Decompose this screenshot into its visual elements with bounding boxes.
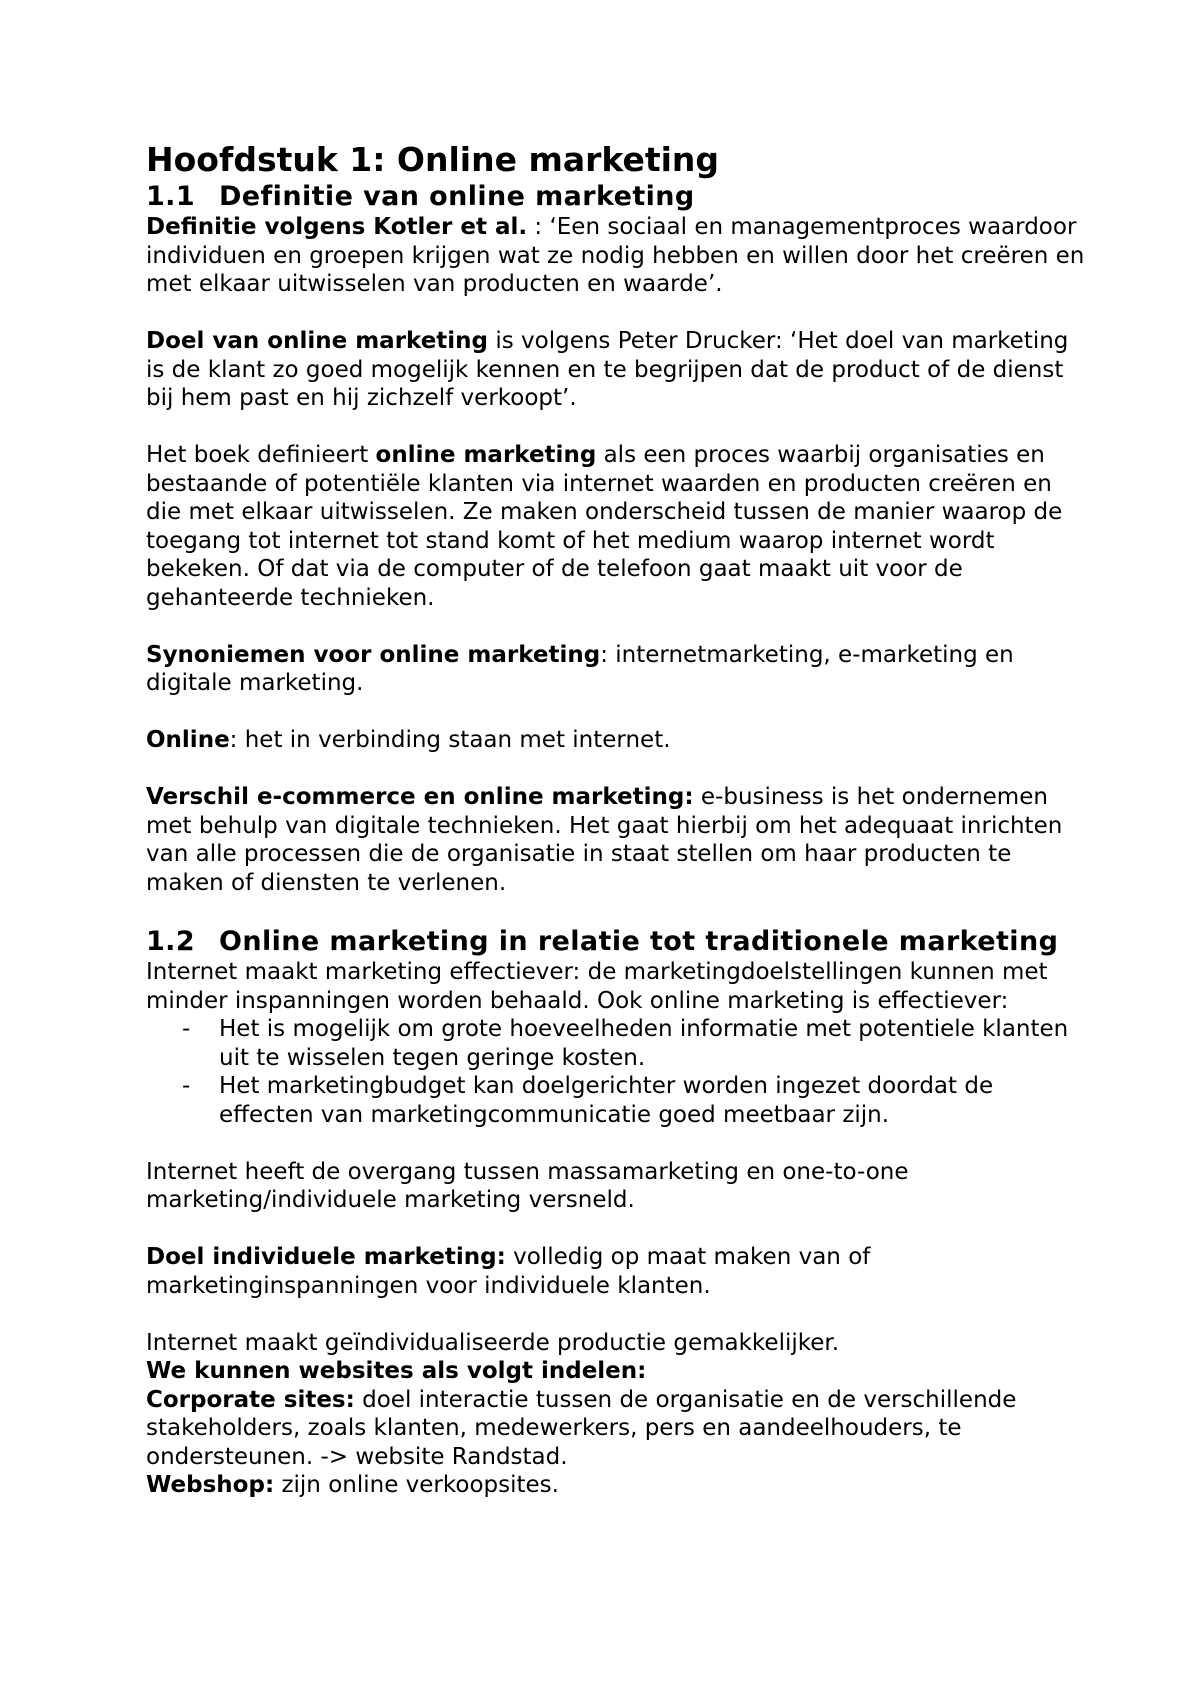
section-number: 1.2	[146, 926, 196, 957]
individual-marketing-paragraph	[146, 1243, 1086, 1300]
drucker-goal-paragraph	[146, 327, 1086, 413]
section-title: Online marketing in relatie tot traditionele marketing	[219, 926, 1059, 957]
section-title: Definitie van online marketing	[219, 181, 695, 212]
section-heading-1-2	[146, 925, 1086, 958]
section-heading-1-1	[146, 180, 1086, 213]
production-paragraph: Internet maakt geïndividualiseerde productie gemakkelijker.	[146, 1329, 840, 1356]
list-item: - Het is mogelijk om grote hoeveelheden informatie met potentiele klanten uit te wisselen tegen geringe kosten.	[182, 1015, 1086, 1072]
effectiveness-paragraph: Internet maakt marketing effectiever: de marketingdoelstellingen kunnen met minder inspanningen worden behaald. Ook online marketing is effectiever:	[146, 959, 1048, 1014]
transition-paragraph: Internet heeft de overgang tussen massamarketing en one-to-one marketing/individuele marketing versneld.	[146, 1158, 909, 1213]
book-definition-paragraph	[146, 441, 1086, 612]
websites-heading	[146, 1357, 1086, 1386]
section-number: 1.1	[146, 181, 196, 212]
effectiveness-list	[146, 1015, 1086, 1129]
bold-label: Synoniemen voor online marketing	[146, 641, 601, 668]
bold-label: Doel van online marketing	[146, 328, 489, 354]
online-paragraph	[146, 726, 1086, 755]
bold-label: Verschil e-commerce en online marketing:	[146, 784, 694, 810]
paragraph-text: : internetmarketing, e-marketing en digitale marketing.	[146, 641, 1014, 696]
paragraph-text: Het boek definieert	[146, 442, 376, 468]
bold-label: Doel individuele marketing:	[146, 1244, 506, 1270]
paragraph-text: is volgens Peter Drucker: ‘Het doel van marketing is de klant zo goed mogelijk kennen en te begrijpen dat de product of de dienst bij hem past en hij zichzelf verkoopt’.	[146, 328, 1069, 411]
webshop-paragraph	[146, 1471, 1086, 1500]
paragraph-text: doel interactie tussen de organisatie en de verschillende stakeholders, zoals klanten, medewerkers, pers en aandeelhouders, te ondersteunen. -> website Randstad.	[146, 1386, 1017, 1470]
synonyms-paragraph	[146, 641, 1086, 698]
bold-label: Webshop:	[146, 1472, 275, 1498]
bold-label: Corporate sites:	[146, 1386, 355, 1413]
bold-label: online marketing	[375, 442, 597, 468]
paragraph-text: e-business is het ondernemen met behulp van digitale technieken. Het gaat hierbij om het adequaat inrichten van alle processen die de organisatie in staat stellen om haar producten te maken of diensten te verlenen.	[146, 784, 1063, 896]
bold-label: We kunnen websites als volgt indelen:	[146, 1358, 647, 1384]
paragraph-text: volledig op maat maken van of marketinginspanningen voor individuele klanten.	[146, 1244, 871, 1299]
list-item: - Het marketingbudget kan doelgerichter worden ingezet doordat de effecten van marketingcommunicatie goed meetbaar zijn.	[182, 1072, 1086, 1129]
difference-paragraph	[146, 783, 1086, 897]
bold-label: Online	[146, 727, 230, 753]
corporate-sites-paragraph	[146, 1386, 1086, 1472]
paragraph-text: : ‘Een sociaal en managementproces waardoor individuen en groepen krijgen wat ze nodig hebben en willen door het creëren en met elkaar uitwisselen van producten en waarde’.	[146, 214, 1085, 297]
paragraph-text: als een proces waarbij organisaties en bestaande of potentiële klanten via internet waarden en producten creëren en die met elkaar uitwisselen. Ze maken onderscheid tussen de manier waarop de toegang tot internet tot stand komt of het medium waarop internet wordt bekeken. Of dat via de computer of de telefoon gaat maakt uit voor de gehanteerde technieken.	[146, 442, 1063, 611]
paragraph-text: : het in verbinding staan met internet.	[229, 727, 671, 753]
chapter-title: Hoofdstuk 1: Online marketing	[146, 140, 720, 179]
kotler-definition-paragraph	[146, 213, 1086, 299]
bold-label: Definitie volgens Kotler et al.	[146, 214, 528, 240]
document-page	[146, 140, 1086, 1500]
paragraph-text: zijn online verkoopsites.	[274, 1472, 559, 1498]
